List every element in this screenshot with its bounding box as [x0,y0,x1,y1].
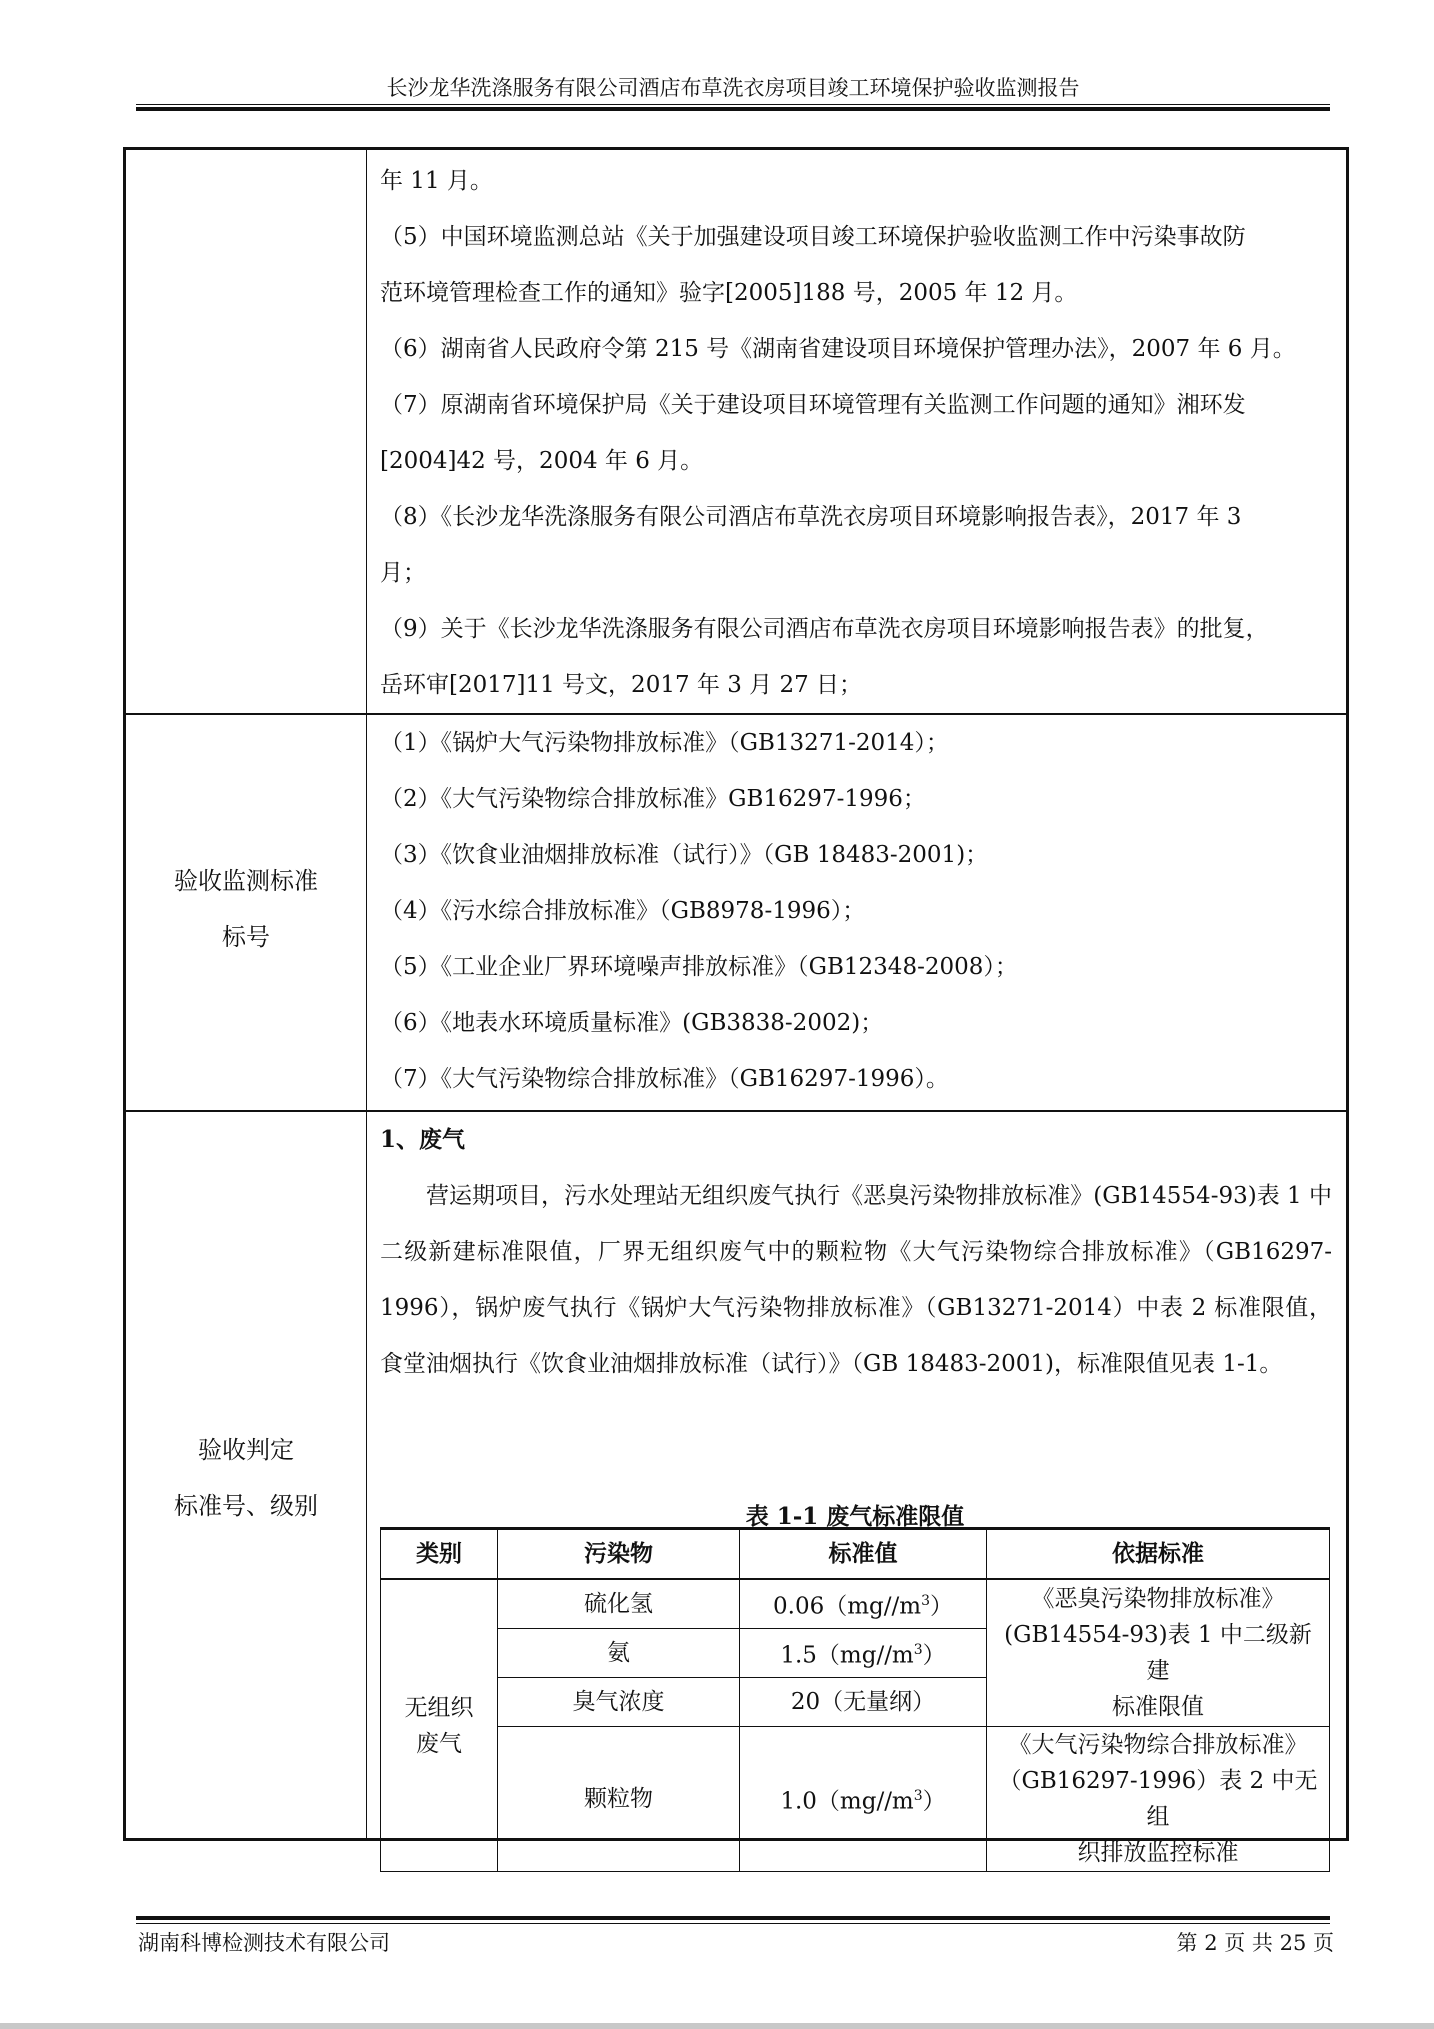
judgement-section [126,1112,1346,1866]
standards-item: （6）《地表水环境质量标准》(GB3838-2002)； [380,1010,884,1036]
footer-company: 湖南科博检测技术有限公司 [138,1931,390,1955]
basis-text [380,153,1332,713]
category-line1: 无组织 [404,1694,474,1721]
section-heading: 1、废气 [380,1126,466,1153]
basis-line: （5）中国环境监测总站《关于加强建设项目竣工环境保护验收监测工作中污染事故防 [380,224,1246,250]
judgement-text [380,1112,1332,1392]
basis-cell [987,1727,1330,1872]
pollutant-cell: 颗粒物 [498,1727,740,1872]
standards-item: （2）《大气污染物综合排放标准》GB16297-1996； [380,786,926,812]
header-pollutant: 污染物 [498,1529,740,1580]
standards-label [126,853,366,965]
value-unit-superscript: 3 [913,1788,923,1805]
report-table [123,147,1349,1866]
basis-line: 《大气污染物综合排放标准》 [1008,1732,1308,1758]
table-row [381,1579,1330,1629]
pollutant-cell: 氨 [498,1629,740,1678]
standards-list [380,715,1332,1107]
value-cell: 20（无量纲） [740,1678,987,1727]
value-cell [740,1727,987,1872]
header-standard-value: 标准值 [740,1529,987,1580]
page-header-title: 长沙龙华洗涤服务有限公司酒店布草洗衣房项目竣工环境保护验收监测报告 [386,76,1080,100]
basis-line: （6）湖南省人民政府令第 215 号《湖南省建设项目环境保护管理办法》，2007 年 6 月。 [380,336,1296,362]
basis-line: 织排放监控标准 [1077,1840,1239,1866]
value-cell [740,1629,987,1678]
footer-rule [136,1923,1330,1924]
footer-page-number: 第 2 页 共 25 页 [1176,1931,1334,1955]
standards-section [126,715,1346,1110]
page-bottom-bar [0,2023,1434,2029]
table-title: 表 1-1 废气标准限值 [745,1503,965,1530]
value-close: ） [929,1593,953,1620]
table-header-row [381,1529,1330,1580]
basis-cell [987,1579,1330,1727]
table-row [381,1727,1330,1872]
basis-line: 月； [380,560,426,586]
value-unit-superscript: 3 [913,1642,923,1659]
pollutant-cell: 臭气浓度 [498,1678,740,1727]
basis-line: [2004]42 号，2004 年 6 月。 [380,448,704,474]
value-unit: （mg//m [816,1642,914,1669]
header-rule-thick [136,107,1330,111]
judgement-label-line1: 验收判定 [198,1436,294,1464]
basis-line: （GB16297-1996）表 2 中无组 [998,1768,1318,1830]
value-unit: （mg//m [816,1788,914,1815]
footer-rule-thick [136,1916,1330,1920]
value-number: 1.0 [780,1788,817,1815]
basis-line: （8）《长沙龙华洗涤服务有限公司酒店布草洗衣房项目环境影响报告表》，2017 年 3 [380,504,1242,530]
basis-line: 《恶臭污染物排放标准》 [1031,1586,1285,1612]
judgement-label [126,1422,366,1534]
standards-item: （3）《饮食业油烟排放标准（试行）》（GB 18483-2001)； [380,842,989,868]
standards-label-line2: 标号 [222,923,270,951]
standards-item: （5）《工业企业厂界环境噪声排放标准》（GB12348-2008）； [380,954,1018,980]
standards-label-line1: 验收监测标准 [174,867,318,895]
emission-limits-table [380,1527,1330,1872]
value-unit: （mg//m [824,1593,922,1620]
header-rule [136,104,1330,105]
header-category: 类别 [381,1529,498,1580]
value-number: 0.06 [773,1593,825,1620]
basis-line: （7）原湖南省环境保护局《关于建设项目环境管理有关监测工作问题的通知》湘环发 [380,392,1246,418]
basis-line: (GB14554-93)表 1 中二级新建 [1004,1622,1312,1684]
header-basis: 依据标准 [987,1529,1330,1580]
basis-line: （9）关于《长沙龙华洗涤服务有限公司酒店布草洗衣房项目环境影响报告表》的批复， [380,616,1269,642]
value-unit-superscript: 3 [921,1593,930,1610]
value-number: 1.5 [780,1642,817,1669]
basis-line: 范环境管理检查工作的通知》验字[2005]188 号，2005 年 12 月。 [380,280,1078,306]
standards-item: （4）《污水综合排放标准》（GB8978-1996）； [380,898,866,924]
category-line2: 废气 [416,1730,462,1757]
judgement-label-line2: 标准号、级别 [174,1492,318,1520]
standards-item: （1）《锅炉大气污染物排放标准》（GB13271-2014）； [380,730,949,756]
category-cell [381,1579,498,1872]
judgement-paragraph: 营运期项目，污水处理站无组织废气执行《恶臭污染物排放标准》(GB14554-93)表 1 中二级新建标准限值，厂界无组织废气中的颗粒物《大气污染物综合排放标准》（GB16297-1996），锅炉废气执行《锅炉大气污染物排放标准》（GB13271-2014）中表 2 标准限值，食堂油烟执行《饮食业油烟排放标准（试行）》（GB 18483-2001)，标准限值见表 1-1。 [380,1183,1332,1377]
basis-line: 岳环审[2017]11 号文，2017 年 3 月 27 日； [380,672,863,698]
basis-line: 标准限值 [1112,1694,1204,1720]
pollutant-cell: 硫化氢 [498,1579,740,1629]
value-close: ） [922,1788,946,1815]
basis-section [126,153,1346,717]
standards-item: （7）《大气污染物综合排放标准》（GB16297-1996）。 [380,1066,949,1092]
basis-line: 年 11 月。 [380,168,493,194]
value-close: ） [922,1642,946,1669]
value-cell [740,1579,987,1629]
